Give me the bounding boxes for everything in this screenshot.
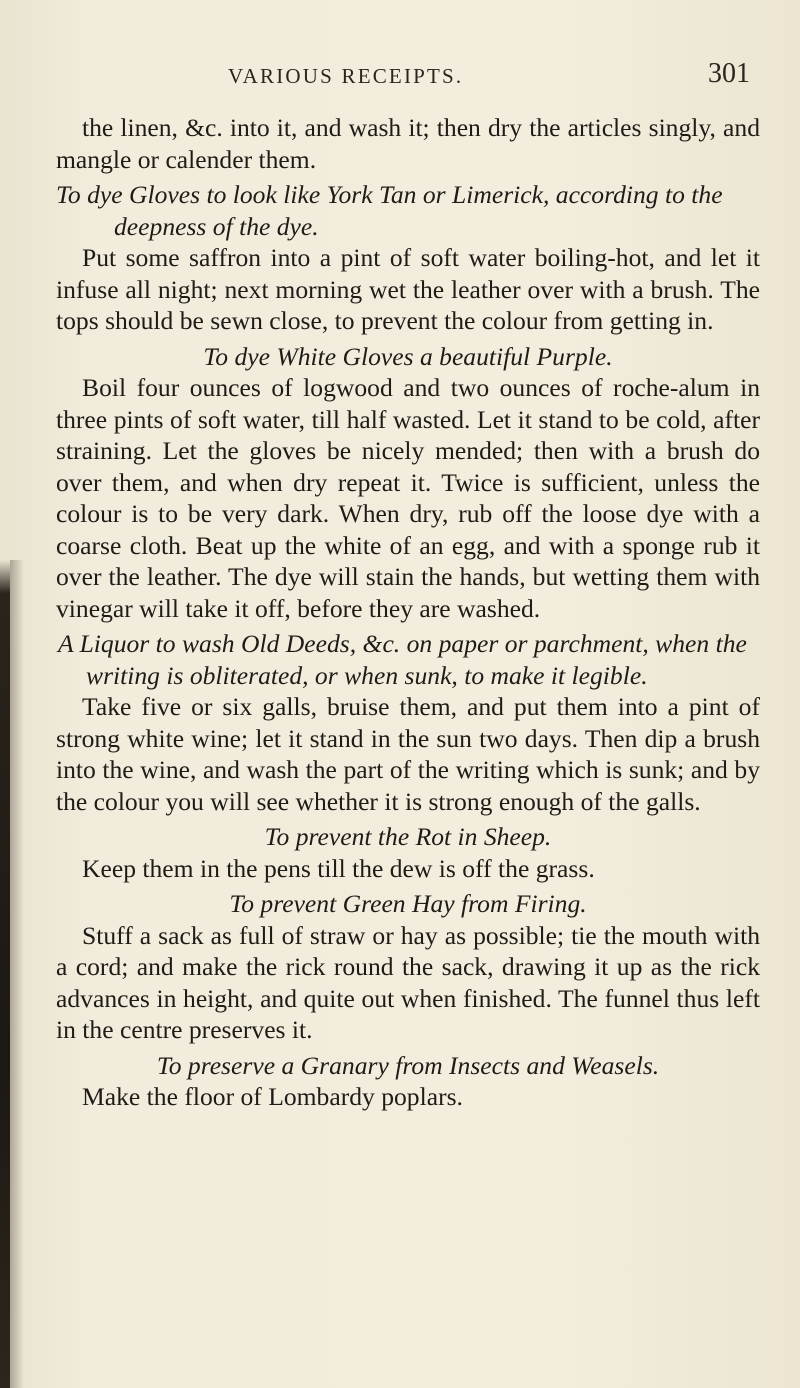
page-body <box>56 112 760 1113</box>
paragraph-rot: Keep them in the pens till the dew is off the grass. <box>82 853 595 883</box>
heading-rot: To prevent the Rot in Sheep. <box>264 822 552 851</box>
paragraph-granary: Make the floor of Lombardy poplars. <box>82 1082 463 1111</box>
page-header <box>0 58 800 98</box>
heading-purple: To dye White Gloves a beautiful Purple. <box>203 341 613 371</box>
page-number: 301 <box>708 58 750 89</box>
binding-edge-shadow <box>0 560 10 1388</box>
heading-york-tan: To dye Gloves to look like York Tan or Limerick, according to the deepness of the dye. <box>56 180 723 241</box>
heading-deeds: A Liquor to wash Old Deeds, &c. on paper or parchment, when the writing is obliterated, or when sunk, to make it legible. <box>58 629 747 690</box>
heading-granary: To preserve a Granary from Insects and Weasels. <box>156 1050 660 1080</box>
paragraph-deeds: Take five or six galls, bruise them, and put them into a pint of strong white wine; let it stand in the sun two days. Then dip a brush into the wine, and wash the part of the writing which is sunk; and by the colour you will see whether it is strong enough of the galls. <box>56 692 760 816</box>
paragraph-hay: Stuff a sack as full of straw or hay as possible; tie the mouth with a cord; and make the rick round the sack, drawing it up as the rick advances in height, and quite out when finished. The funnel thus left in the centre preserves it. <box>56 920 760 1044</box>
binding-edge-fade <box>10 560 24 1388</box>
paragraph-york-tan: Put some saffron into a pint of soft water boiling-hot, and let it infuse all night; next morning wet the leather over with a brush. The tops should be sewn close, to prevent the colour from getting in. <box>56 243 760 335</box>
heading-hay: To prevent Green Hay from Firing. <box>229 889 587 918</box>
running-head: VARIOUS RECEIPTS. <box>228 64 464 88</box>
paragraph-intro: the linen, &c. into it, and wash it; then dry the articles singly, and mangle or calender them. <box>56 113 760 174</box>
paragraph-purple: Boil four ounces of logwood and two ounces of roche-alum in three pints of soft water, till half wasted. Let it stand to be cold, after straining. Let the gloves be nicely mended; then with a brush do over them, and when dry repeat it. Twice is sufficient, unless the colour is to be very dark. When dry, rub off the loose dye with a coarse cloth. Beat up the white of an egg, and with a sponge rub it over the leather. The dye will stain the hands, but wetting them with vinegar will take it off, before they are washed. <box>56 373 760 623</box>
